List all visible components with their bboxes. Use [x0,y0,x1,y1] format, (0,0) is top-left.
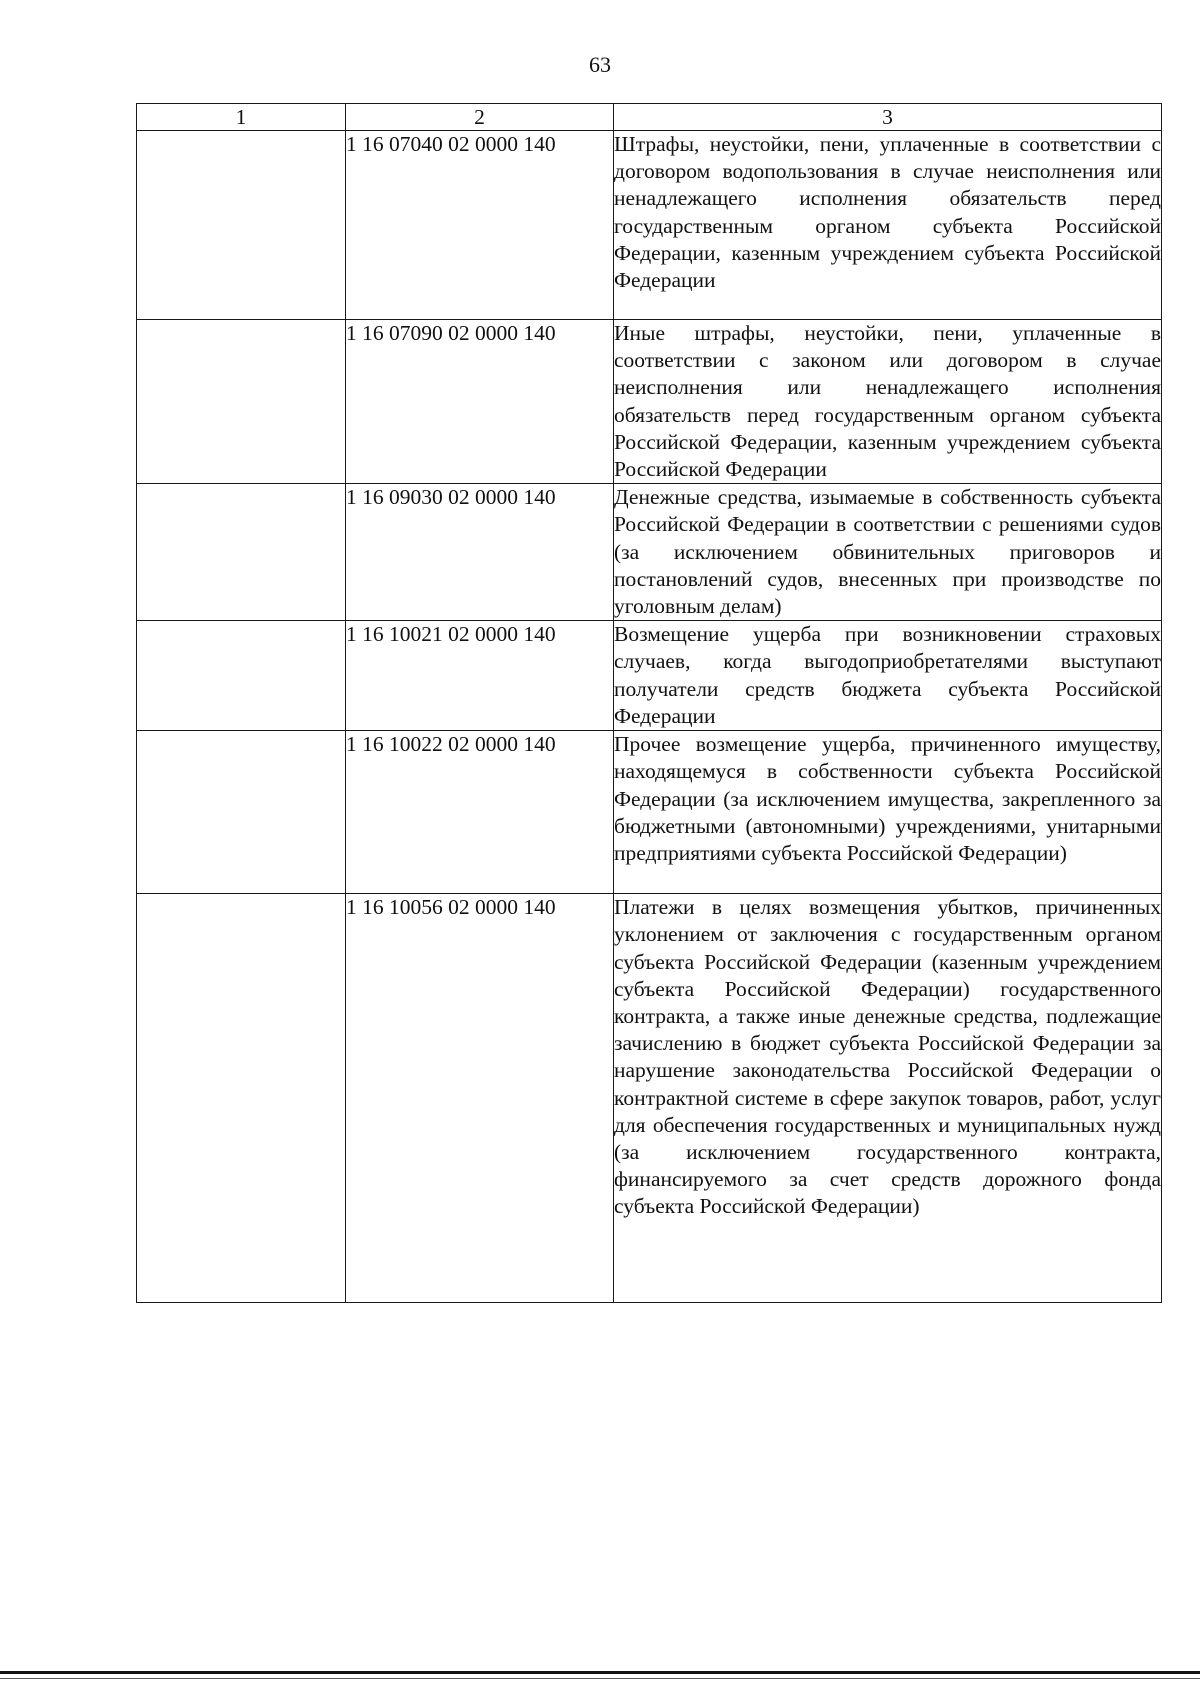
revenue-code: 1 16 07090 02 0000 140 [346,320,614,484]
table-cell-col1 [137,484,346,621]
table-row [137,894,1162,1303]
table-cell-col1 [137,621,346,731]
table-cell-col1 [137,894,346,1303]
revenue-code: 1 16 07040 02 0000 140 [346,131,614,320]
revenue-description [614,320,1162,484]
revenue-description-text: Платежи в целях возмещения убытков, причиненных уклонением от заключения с государственным органом субъекта Российской Федерации (казенным учреждением субъекта Российской Федерации) государственного контракта, а также иные денежные средства, подлежащие зачислению в бюджет субъекта Российской Федерации за нарушение законодательства Российской Федерации о контрактной системе в сфере закупок товаров, работ, услуг для обеспечения государственных и муниципальных нужд (за исключением государственного контракта, финансируемого за счет средств дорожного фонда субъекта Российской Федерации) [614,895,1161,1219]
revenue-description [614,731,1162,894]
revenue-description [614,131,1162,320]
revenue-description [614,484,1162,621]
revenue-description-text: Штрафы, неустойки, пени, уплаченные в соответствии с договором водопользования в случае неисполнения или ненадлежащего исполнения обязательств перед государственным органом субъекта Российской Федерации, казенным учреждением субъекта Российской Федерации [614,132,1161,293]
bottom-border-thin-line [0,1678,1200,1679]
page-number: 63 [589,52,611,77]
table-row [137,731,1162,894]
revenue-description-text: Возмещение ущерба при возникновении страховых случаев, когда выгодоприобретателями выступают получатели средств бюджета субъекта Российской Федерации [614,622,1161,728]
revenue-description-text: Иные штрафы, неустойки, пени, уплаченные в соответствии с законом или договором в случае неисполнения или ненадлежащего исполнения обязательств перед государственным органом субъекта Российской Федерации, казенным учреждением субъекта Российской Федерации [614,321,1161,482]
table-row [137,621,1162,731]
revenue-description-text: Прочее возмещение ущерба, причиненного имуществу, находящемуся в собственности субъекта Российской Федерации (за исключением имущества, закрепленного за бюджетными (автономными) учреждениями, унитарными предприятиями субъекта Российской Федерации) [614,732,1161,866]
revenue-description-text: Денежные средства, изымаемые в собственность субъекта Российской Федерации в соответствии с решениями судов (за исключением обвинительных приговоров и постановлений судов, внесенных при производстве по уголовным делам) [614,485,1161,619]
revenue-code: 1 16 10021 02 0000 140 [346,621,614,731]
table-cell-col1 [137,731,346,894]
table-row [137,320,1162,484]
column-header-1: 1 [137,104,346,131]
column-header-2: 2 [346,104,614,131]
revenue-codes-table [136,103,1162,1303]
table-header-row [137,104,1162,131]
revenue-code: 1 16 09030 02 0000 140 [346,484,614,621]
table-cell-col1 [137,131,346,320]
revenue-code: 1 16 10056 02 0000 140 [346,894,614,1303]
table-row [137,131,1162,320]
table-row [137,484,1162,621]
revenue-description [614,894,1162,1303]
table-cell-col1 [137,320,346,484]
column-header-3: 3 [614,104,1162,131]
revenue-description [614,621,1162,731]
bottom-border-line [0,1671,1200,1674]
revenue-code: 1 16 10022 02 0000 140 [346,731,614,894]
